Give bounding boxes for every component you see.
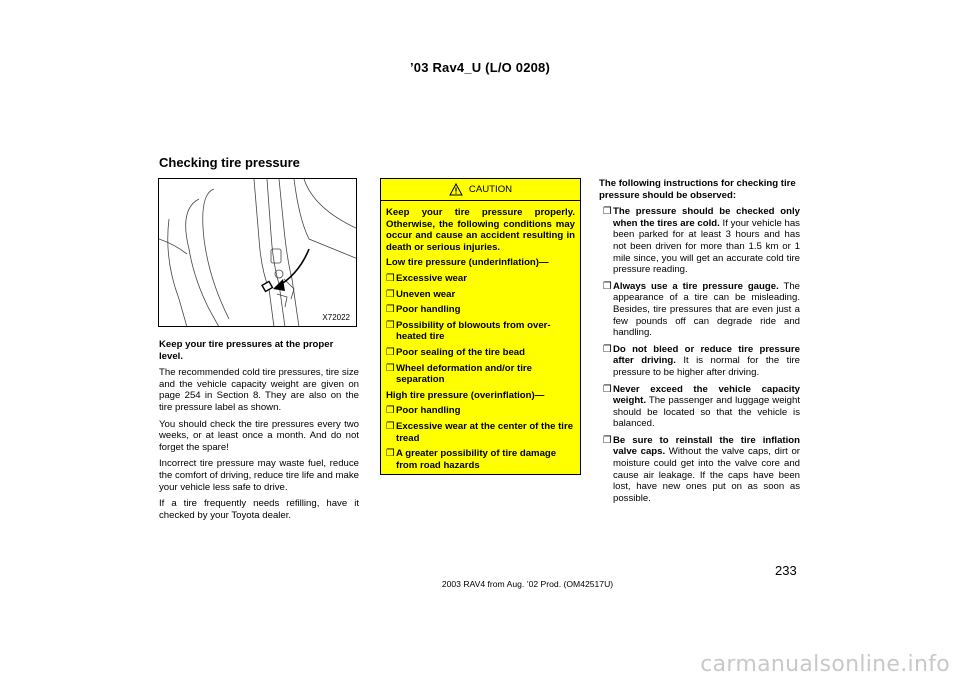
list-item: ❒ Always use a tire pressure gauge. The appearance of a tire can be misleading. Besides, tire pressures that are even just a few pounds off can degrade ride and handling. xyxy=(603,280,800,339)
bullet-icon: ❒ xyxy=(386,272,395,284)
bullet-icon: ❒ xyxy=(603,206,612,218)
bullet-icon: ❒ xyxy=(603,280,612,292)
caution-header xyxy=(381,179,580,201)
bullet-icon: ❒ xyxy=(386,304,395,316)
list-item: ❒ The pressure should be checked only when the tires are cold. If your vehicle has been parked for at least 3 hours and has not been driven for more than 1.5 km or 1 mile since, you will get an accurate cold tire pressure reading. xyxy=(603,206,800,276)
list-item: ❒ Excessive wear at the center of the tire tread xyxy=(386,420,574,444)
page-footer: 2003 RAV4 from Aug. ’02 Prod. (OM42517U) xyxy=(441,579,614,589)
tire-pressure-label-figure xyxy=(158,178,357,327)
section-title: Checking tire pressure xyxy=(159,155,300,170)
door-pillar-illustration xyxy=(159,179,357,327)
list-item: ❒ Possibility of blowouts from over-heated tire xyxy=(386,319,551,343)
warning-triangle-icon xyxy=(449,183,463,196)
low-pressure-heading: Low tire pressure (underinflation)— xyxy=(386,257,549,269)
figure-id: X72022 xyxy=(322,313,350,322)
list-item: ❒ Excessive wear xyxy=(386,272,467,284)
intro-column xyxy=(159,339,359,526)
paragraph: Incorrect tire pressure may waste fuel, reduce the comfort of driving, reduce tire life and make your vehicle less safe to drive. xyxy=(159,458,359,493)
page-number: 233 xyxy=(775,563,797,578)
page-header: ’03 Rav4_U (L/O 0208) xyxy=(409,60,551,75)
paragraph: If a tire frequently needs refilling, have it checked by your Toyota dealer. xyxy=(159,498,359,521)
bullet-icon: ❒ xyxy=(603,343,612,355)
bullet-icon: ❒ xyxy=(386,420,395,432)
list-item: ❒ Wheel deformation and/or tire separation xyxy=(386,362,532,386)
bullet-icon: ❒ xyxy=(386,362,395,374)
list-item: ❒ Be sure to reinstall the tire inflation valve caps. Without the valve caps, dirt or moisture could get into the valve core and cause air leakage. If the caps have been lost, have new ones put on as soon as possible. xyxy=(603,434,800,504)
watermark: carmanualsonline.info xyxy=(700,652,950,677)
bullet-icon: ❒ xyxy=(603,383,612,395)
bullet-icon: ❒ xyxy=(386,448,395,460)
instructions-intro: The following instructions for checking tire pressure should be observed: xyxy=(599,178,796,201)
caution-intro: Keep your tire pressure properly. Otherwise, the following conditions may occur and cause an accident resulting in death or serious injuries. xyxy=(386,207,575,253)
paragraph: You should check the tire pressures every two weeks, or at least once a month. And do not forget the spare! xyxy=(159,418,359,453)
list-item: ❒ Poor handling xyxy=(386,405,461,417)
caution-box xyxy=(380,178,581,475)
paragraph: The recommended cold tire pressures, tire size and the vehicle capacity weight are given on page 254 in Section 8. They are also on the tire pressure label as shown. xyxy=(159,367,359,413)
list-item: ❒ Never exceed the vehicle capacity weight. The passenger and luggage weight should be located so that the vehicle is balanced. xyxy=(603,383,800,430)
list-item: ❒ A greater possibility of tire damage from road hazards xyxy=(386,448,557,471)
list-item: ❒ Poor handling xyxy=(386,304,461,316)
list-item: ❒ Uneven wear xyxy=(386,288,456,300)
lead-paragraph: Keep your tire pressures at the proper level. xyxy=(159,339,334,362)
bullet-icon: ❒ xyxy=(386,405,395,417)
instructions-column xyxy=(599,178,800,509)
high-pressure-heading: High tire pressure (overinflation)— xyxy=(386,389,545,401)
list-item: ❒ Do not bleed or reduce tire pressure after driving. It is normal for the tire pressure to be higher after driving. xyxy=(603,343,801,378)
caution-title: CAUTION xyxy=(468,183,513,195)
list-item: ❒ Poor sealing of the tire bead xyxy=(386,346,526,358)
bullet-icon: ❒ xyxy=(386,346,395,358)
bullet-icon: ❒ xyxy=(603,434,612,446)
bullet-icon: ❒ xyxy=(386,319,395,331)
bullet-icon: ❒ xyxy=(386,288,395,300)
